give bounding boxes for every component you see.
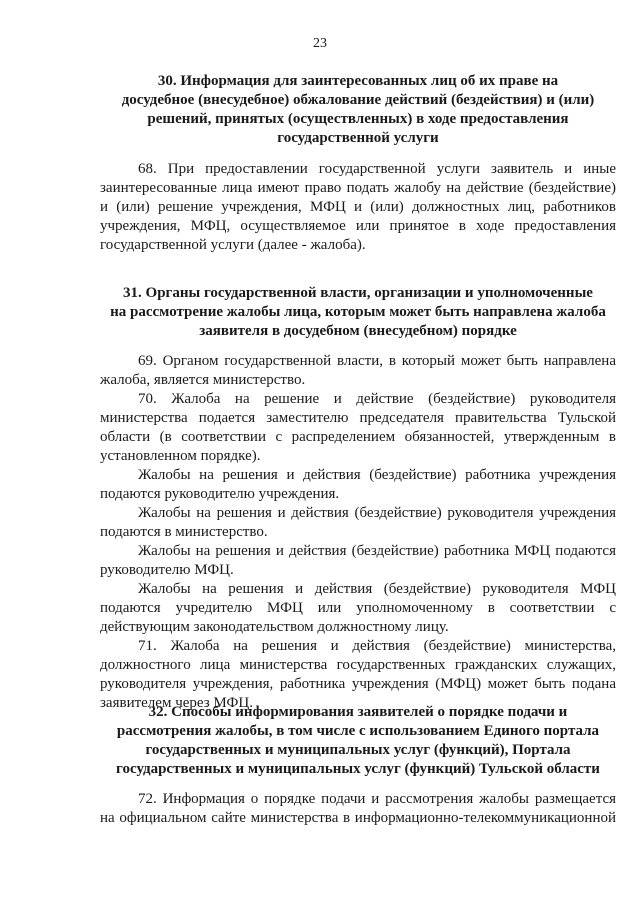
text-line: на официальном сайте министерства в информационно-телекоммуникационной (100, 810, 616, 826)
text-line: установленном порядке). (100, 448, 261, 464)
heading-line: рассмотрения жалобы, в том числе с использованием Единого портала (116, 723, 600, 739)
text-line: Жалобы на решения и действия (бездействие) руководителя МФЦ (138, 581, 616, 597)
heading-line: решений, принятых (осуществленных) в ходе предоставления (147, 111, 569, 127)
heading-line: на рассмотрение жалобы лица, которым может быть направлена жалоба (110, 304, 606, 320)
section-31-heading (100, 284, 616, 341)
text-line: Жалобы на решения и действия (бездействие) работника МФЦ подаются (138, 543, 616, 559)
text-line: подаются учредителю МФЦ или уполномоченному в соответствии с (100, 600, 616, 616)
heading-line: государственных и муниципальных услуг (функций), Портала (145, 742, 571, 758)
paragraph-68 (100, 160, 616, 255)
text-line: учреждения, МФЦ, осуществляемое или принятое в ходе предоставления (100, 218, 616, 234)
text-line: области (в соответствии с распределением обязанностей, утвержденным в (100, 429, 616, 445)
text-line: 68. При предоставлении государственной услуги заявитель и иные (138, 161, 616, 177)
heading-line: государственных и муниципальных услуг (функций) Тульской области (116, 761, 600, 777)
text-line: 72. Информация о порядке подачи и рассмотрения жалобы размещается (138, 791, 616, 807)
text-line: заинтересованные лица имеют право подать жалобу на действие (бездействие) (100, 180, 616, 196)
paragraph-72 (100, 790, 616, 828)
text-line: 71. Жалоба на решения и действия (бездействие) министерства, (138, 638, 616, 654)
section-32-heading (100, 703, 616, 779)
heading-line: 31. Органы государственной власти, организации и уполномоченные (123, 285, 593, 301)
heading-line: 30. Информация для заинтересованных лиц об их праве на (157, 73, 559, 89)
text-line: жалоба, является министерство. (100, 372, 306, 388)
heading-line: досудебное (внесудебное) обжалование действий (бездействия) и (или) (121, 92, 595, 108)
section-30-heading (100, 72, 616, 148)
text-line: руководителю МФЦ. (100, 562, 234, 578)
text-line: Жалобы на решения и действия (бездействие) руководителя учреждения (138, 505, 616, 521)
heading-line: государственной услуги (277, 130, 439, 146)
text-line: подаются руководителю учреждения. (100, 486, 340, 502)
heading-line: 32. Способы информирования заявителей о порядке подачи и (148, 704, 568, 720)
text-line: Жалобы на решения и действия (бездействие) работника учреждения (138, 467, 616, 483)
text-line: и (или) решение учреждения, МФЦ и (или) должностных лиц, работников (100, 199, 616, 215)
text-line: государственной услуги (далее - жалоба). (100, 237, 366, 253)
text-line: 70. Жалоба на решение и действие (бездействие) руководителя (138, 391, 616, 407)
heading-line: заявителя в досудебном (внесудебном) порядке (199, 323, 517, 339)
text-line: действующим законодательством должностному лицу. (100, 619, 449, 635)
text-line: заявителем через МФЦ. (100, 695, 253, 711)
page-number: 23 (313, 36, 327, 51)
section-31-body (100, 352, 616, 713)
text-line: руководителя учреждения, работника учреждения (МФЦ) может быть подана (100, 676, 616, 692)
text-line: подаются в министерство. (100, 524, 268, 540)
text-line: должностного лица министерства государственных гражданских служащих, (100, 657, 616, 673)
text-line: 69. Органом государственной власти, в который может быть направлена (138, 353, 616, 369)
text-line: министерства подается заместителю председателя правительства Тульской (100, 410, 616, 426)
